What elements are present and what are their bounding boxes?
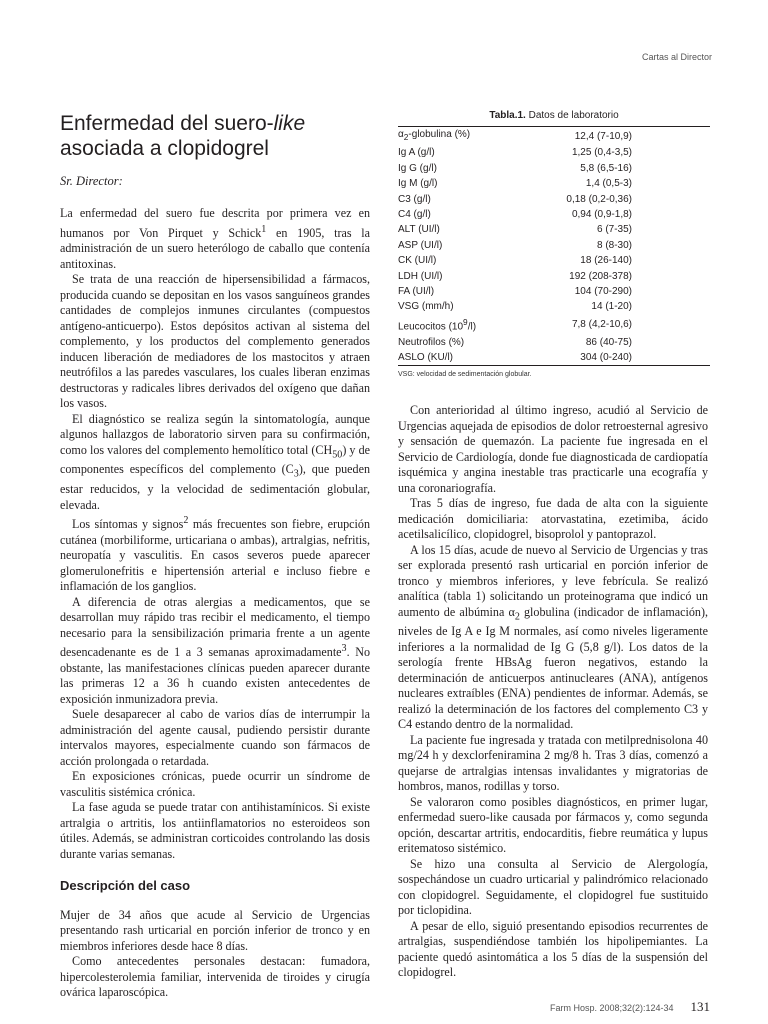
paragraph: Mujer de 34 años que acude al Servicio de Urgencias presentando rash urticarial en porción inferior de tronco y en miembros inferiores desde hace 8 días. (60, 907, 370, 953)
table-row: FA (UI/l) 104 (70-290) (398, 286, 632, 298)
paragraph: Suele desaparecer al cabo de varios días de interrumpir la administración del agente causal, pudiendo persistir durante intervalos mayores, especialmente cuando son fármacos de acción prolongada o retardada. (60, 707, 370, 768)
paragraph: A diferencia de otras alergias a medicamentos, que se desarrollan muy rápido tras recibir el medicamento, el tiempo necesario para la sensibilización primaria frente a un agente desencadenante es de 1 a 3 semanas aproximadamente$^3$. No obstante, las manifestaciones clínicas pueden aparecer durante las primeras 12 a 36 h cuando existen antecedentes de exposición inmunizadora previa. (60, 594, 370, 706)
table-row: C4 (g/l) 0,94 (0,9-1,8) (398, 209, 632, 221)
table-row: VSG (mm/h) 14 (1-20) (398, 301, 632, 313)
table-row: Neutrofilos (%) 86 (40-75) (398, 336, 632, 348)
table-row: C3 (g/l) 0,18 (0,2-0,36) (398, 193, 632, 205)
table-caption: Tabla.1. Datos de laboratorio (489, 110, 619, 121)
salutation: Sr. Director: (60, 174, 123, 188)
paragraph: Se valoraron como posibles diagnósticos, en primer lugar, enfermedad suero-like causada por fármacos y, como segunda opción, descartar artritis, endocarditis, fiebre reumática y lupus eritematoso sistémico. (398, 794, 708, 856)
table-row: Ig G (g/l) 5,8 (6,5-16) (398, 162, 632, 174)
table-footnote: VSG: velocidad de sedimentación globular. (398, 371, 532, 379)
journal-citation: Farm Hosp. 2008;32(2):124-34 (550, 1003, 674, 1013)
page-number: 131 (690, 999, 710, 1014)
table-row: Ig A (g/l) 1,25 (0,4-3,5) (398, 147, 632, 159)
table-row: CK (UI/l) 18 (26-140) (398, 255, 632, 267)
paragraph: Como antecedentes personales destacan: fumadora, hipercolesterolemia familiar, intervenida de tiroides y cirugía ovárica laparoscópica. (60, 954, 370, 1000)
paragraph: Con anterioridad al último ingreso, acudió al Servicio de Urgencias aquejada de episodios de dolor retroesternal agresivo y sensación de quemazón. La paciente fue ingresada en el Servicio de Cardiología, donde fue diagnosticada de cardiopatía isquémica y angina inestable tras practicarle una ecografía y una coronariografía. (398, 403, 708, 495)
table-row: ALT (UI/l) 6 (7-35) (398, 224, 632, 236)
running-header: Cartas al Director (641, 52, 712, 62)
left-column (60, 206, 370, 1001)
article-title: Enfermedad del suero-like asociada a clopidogrel (60, 112, 306, 160)
paragraph: La enfermedad del suero fue descrita por primera vez en humanos por Von Pirquet y Schick$^1$ en 1905, tras la administración de un suero heterólogo de caballo que contenía antitoxinas. (60, 206, 370, 271)
paragraph: Tras 5 días de ingreso, fue dada de alta con la siguiente medicación domiciliaria: atorvastatina, ezetimiba, ácido acetilsalicílico, clopidogrel, bisoprolol y pantoprazol. (398, 496, 708, 541)
table-row: LDH (UI/l) 192 (208-378) (398, 270, 632, 282)
section-heading: Descripción del caso (60, 878, 191, 894)
table-row: ASP (UI/l) 8 (8-30) (398, 239, 632, 251)
paragraph: Se trata de una reacción de hipersensibilidad a fármacos, producida cuando se depositan en los vasos sanguíneos grandes cantidades de complejos inmunes circulantes (compuestos antígeno-anticuerpo). Estos depósitos activan al sistema del complemento, y los productos del complemento generados inducen liberación de mediadores de los mastocitos y atraen neutrófilos a las paredes vasculares, los cuales liberan enzimas destructoras y radicales libres derivados del oxígeno que dañan los vasos. (60, 272, 370, 411)
paragraph: A pesar de ello, siguió presentando episodios recurrentes de artralgias, suspendiéndose también los hipolipemiantes. La paciente quedó asintomática a los 5 días de la suspensión del clopidogrel. (398, 918, 708, 980)
lab-table (398, 110, 710, 378)
table-row: Ig M (g/l) 1,4 (0,5-3) (398, 178, 632, 190)
table-row: Leucocitos $(10^9/l)$ 7,8 (4,2-10,6) (398, 316, 632, 333)
table-row: ASLO (KU/l) 304 (0-240) (398, 352, 632, 364)
paragraph: La fase aguda se puede tratar con antihistamínicos. Si existe artralgia o artritis, los antiinflamatorios no esteroideos son útiles. Además, se administran corticoides controlando las dosis durante varias semanas. (60, 800, 370, 861)
right-column (398, 403, 708, 981)
paragraph: El diagnóstico se realiza según la sintomatología, aunque algunos hallazgos de laboratorio sirven para su confirmación, como los valores del complemento hemolítico total $(CH_{50})$ y de componentes específicos del complemento $(C_3)$, que pueden estar reducidos, y la velocidad de sedimentación globular, elevada. (60, 411, 371, 512)
table-row: $\alpha_2$-globulina (%) 12,4 (7-10,9) (398, 129, 632, 142)
paragraph: A los 15 días, acude de nuevo al Servicio de Urgencias y tras ser explorada presentó rash urticarial en porción inferior de tronco y miembros inferiores, y leve febrícula. Se realizó analítica (tabla 1) solicitando un proteinograma que indicó un aumento de albúmina $\alpha_2$ globulina (indicador de inflamación), niveles de Ig A e Ig M normales, así como niveles ligeramente inferiores a la normalidad de Ig G (5,8 g/l). Los datos de la serología frente HBsAg fueron negativos, estando la determinación de anticuerpos antinucleares (ANA), antígenos nucleares extraíbles (ENA) pendientes de informar. Además, se realizó la determinación de los factores del complemento C3 y C4 estando dentro de la normalidad. (398, 542, 709, 732)
lab-data-table (398, 126, 710, 366)
paragraph: Se hizo una consulta al Servicio de Alergología, sospechándose un cuadro urticarial y palindrómico relacionado con clopidogrel. Seguidamente, el clopidogrel fue sustituido por ticlopidina. (398, 856, 708, 918)
paragraph: La paciente fue ingresada y tratada con metilprednisolona 40 mg/24 h y dexclorfeniramina 2 mg/8 h. Tras 3 días, comenzó a quejarse de artralgias intensas invalidantes y migratorias de hombros, manos, rodillas y torso. (398, 732, 708, 794)
paragraph: Los síntomas y signos$^2$ más frecuentes son fiebre, erupción cutánea (morbiliforme, urticariana o ambas), artralgias, nefritis, neuropatía y vasculitis. En casos severos puede aparecer glomerulonefritis e hipertensión arterial e incluso fiebre e inflamación de los ganglios. (60, 515, 370, 594)
paragraph: En exposiciones crónicas, puede ocurrir un síndrome de vasculitis sistémica crónica. (60, 769, 370, 799)
